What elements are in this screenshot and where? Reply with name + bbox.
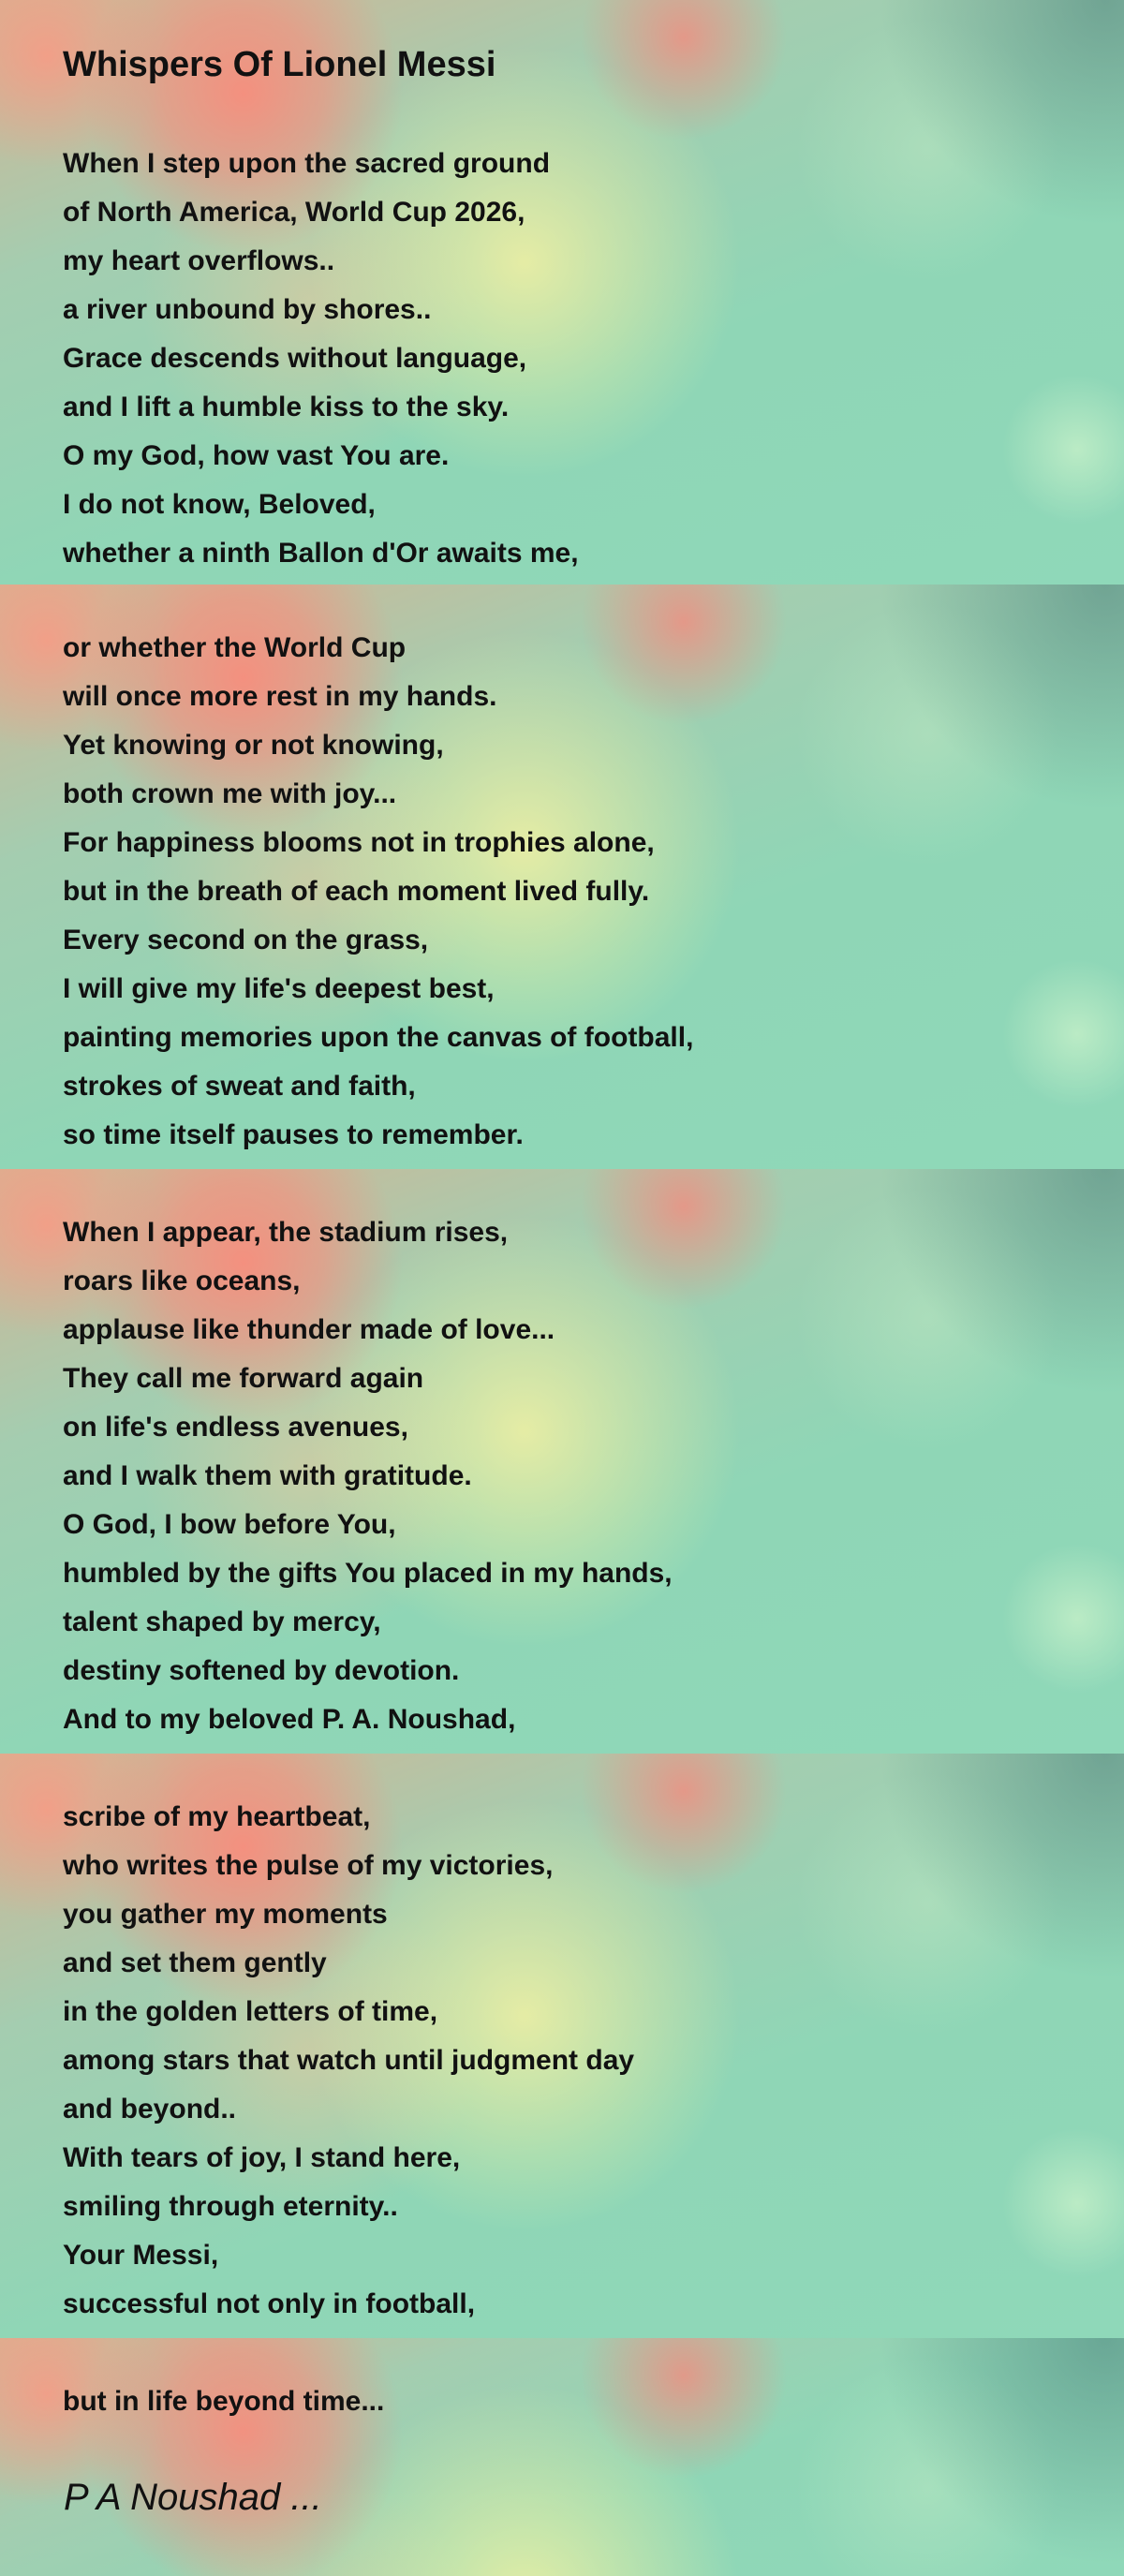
poem-line: of North America, World Cup 2026, xyxy=(63,197,525,228)
poem-line: or whether the World Cup xyxy=(63,632,407,663)
poem-line: so time itself pauses to remember. xyxy=(63,1119,524,1150)
poem-line: my heart overflows.. xyxy=(63,245,335,276)
poem-line: and beyond.. xyxy=(63,2094,237,2124)
poem-line: successful not only in football, xyxy=(63,2288,476,2319)
poem-line: you gather my moments xyxy=(63,1899,388,1930)
poem-line: humbled by the gifts You placed in my hands, xyxy=(63,1558,673,1589)
stanza xyxy=(63,1208,673,1744)
poem-line: O my God, how vast You are. xyxy=(63,440,450,471)
poem-line: in the golden letters of time, xyxy=(63,1996,438,2027)
poem-author: P A Noushad ... xyxy=(64,2477,322,2518)
poem-line: and I lift a humble kiss to the sky. xyxy=(63,392,510,422)
poem-line: I will give my life's deepest best, xyxy=(63,973,495,1004)
poem-line: and set them gently xyxy=(63,1947,327,1978)
poem-line: Every second on the grass, xyxy=(63,925,429,955)
poem-panel xyxy=(0,1754,1124,2338)
poem-panel xyxy=(0,2338,1124,2576)
poem-line: I do not know, Beloved, xyxy=(63,489,376,520)
poem-line: scribe of my heartbeat, xyxy=(63,1801,371,1832)
stanza xyxy=(63,624,693,1160)
poem-panel xyxy=(0,1169,1124,1754)
poem-line: among stars that watch until judgment day xyxy=(63,2045,635,2076)
poem-line: When I appear, the stadium rises, xyxy=(63,1217,509,1248)
poem-line: both crown me with joy... xyxy=(63,778,397,809)
poem-line: Yet knowing or not knowing, xyxy=(63,730,444,761)
stanza xyxy=(63,2377,384,2426)
poem-line: Grace descends without language, xyxy=(63,343,527,374)
poem-panel xyxy=(0,0,1124,585)
poem-line: talent shaped by mercy, xyxy=(63,1606,381,1637)
poem-line: They call me forward again xyxy=(63,1363,424,1394)
stanza xyxy=(63,140,579,578)
poem-line: With tears of joy, I stand here, xyxy=(63,2142,461,2173)
poem-line: When I step upon the sacred ground xyxy=(63,148,551,179)
poem-line: O God, I bow before You, xyxy=(63,1509,396,1540)
poem-line: destiny softened by devotion. xyxy=(63,1655,460,1686)
poem-line: will once more rest in my hands. xyxy=(63,681,497,712)
poem-line: applause like thunder made of love... xyxy=(63,1314,555,1345)
poem-line: painting memories upon the canvas of football, xyxy=(63,1022,694,1053)
poem-line: a river unbound by shores.. xyxy=(63,294,432,325)
poem-panel xyxy=(0,585,1124,1169)
poem-line: For happiness blooms not in trophies alone, xyxy=(63,827,655,858)
poem-line: but in the breath of each moment lived fully. xyxy=(63,876,650,907)
poem-line: smiling through eternity.. xyxy=(63,2191,398,2222)
stanza xyxy=(63,1793,634,2329)
poem-line: whether a ninth Ballon d'Or awaits me, xyxy=(63,538,579,569)
poem-line: but in life beyond time... xyxy=(63,2386,385,2417)
poem-line: roars like oceans, xyxy=(63,1266,301,1296)
poem-line: And to my beloved P. A. Noushad, xyxy=(63,1704,516,1735)
poem-line: Your Messi, xyxy=(63,2240,219,2271)
poem-line: on life's endless avenues, xyxy=(63,1412,408,1443)
poem-line: who writes the pulse of my victories, xyxy=(63,1850,554,1881)
poem-line: strokes of sweat and faith, xyxy=(63,1071,416,1102)
poem-title: Whispers Of Lionel Messi xyxy=(63,45,496,84)
poem-line: and I walk them with gratitude. xyxy=(63,1460,472,1491)
